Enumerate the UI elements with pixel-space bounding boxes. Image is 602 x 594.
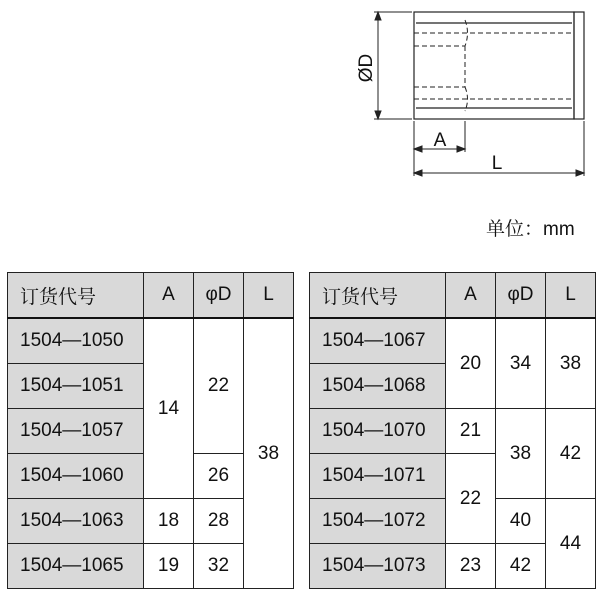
table-row [310, 318, 596, 364]
value-d: 22 [194, 318, 244, 454]
order-code: 1504—1051 [8, 364, 144, 409]
header-code: 订货代号 [8, 273, 144, 319]
value-a: 23 [446, 544, 496, 589]
bushing-flange [574, 12, 584, 119]
bushing-body [414, 12, 574, 119]
dimension-lines [374, 12, 584, 176]
bushing-drawing [0, 0, 602, 200]
value-d: 28 [194, 499, 244, 544]
order-code: 1504—1060 [8, 454, 144, 499]
hidden-lines [414, 20, 574, 111]
order-code: 1504—1067 [310, 318, 446, 364]
value-l: 38 [546, 318, 596, 409]
value-a: 18 [144, 499, 194, 544]
header-a: A [144, 273, 194, 319]
value-a: 20 [446, 318, 496, 409]
header-d: φD [496, 273, 546, 319]
spec-table-2 [309, 272, 596, 589]
value-a: 14 [144, 318, 194, 499]
value-a: 21 [446, 409, 496, 454]
value-d: 40 [496, 499, 546, 544]
header-code: 订货代号 [310, 273, 446, 319]
header-a: A [446, 273, 496, 319]
value-d: 26 [194, 454, 244, 499]
value-d: 42 [496, 544, 546, 589]
unit-label: 单位：mm [486, 219, 575, 240]
value-l: 42 [546, 409, 596, 499]
table-row [8, 318, 294, 364]
value-l: 44 [546, 499, 596, 589]
order-code: 1504—1063 [8, 499, 144, 544]
table-header-row [8, 273, 294, 319]
order-code: 1504—1071 [310, 454, 446, 499]
dim-d-label: ØD [356, 53, 377, 83]
value-d: 34 [496, 318, 546, 409]
spec-table-1 [7, 272, 294, 589]
value-l: 38 [244, 318, 294, 589]
table-header-row [310, 273, 596, 319]
order-code: 1504—1057 [8, 409, 144, 454]
order-code: 1504—1070 [310, 409, 446, 454]
header-d: φD [194, 273, 244, 319]
value-a: 22 [446, 454, 496, 544]
order-code: 1504—1068 [310, 364, 446, 409]
dim-l-label: L [491, 153, 503, 174]
order-code: 1504—1065 [8, 544, 144, 589]
value-a: 19 [144, 544, 194, 589]
table-row [310, 409, 596, 454]
value-d: 32 [194, 544, 244, 589]
header-l: L [244, 273, 294, 319]
value-d: 38 [496, 409, 546, 499]
order-code: 1504—1073 [310, 544, 446, 589]
header-l: L [546, 273, 596, 319]
dim-a-label: A [433, 130, 447, 151]
order-code: 1504—1072 [310, 499, 446, 544]
order-code: 1504—1050 [8, 318, 144, 364]
